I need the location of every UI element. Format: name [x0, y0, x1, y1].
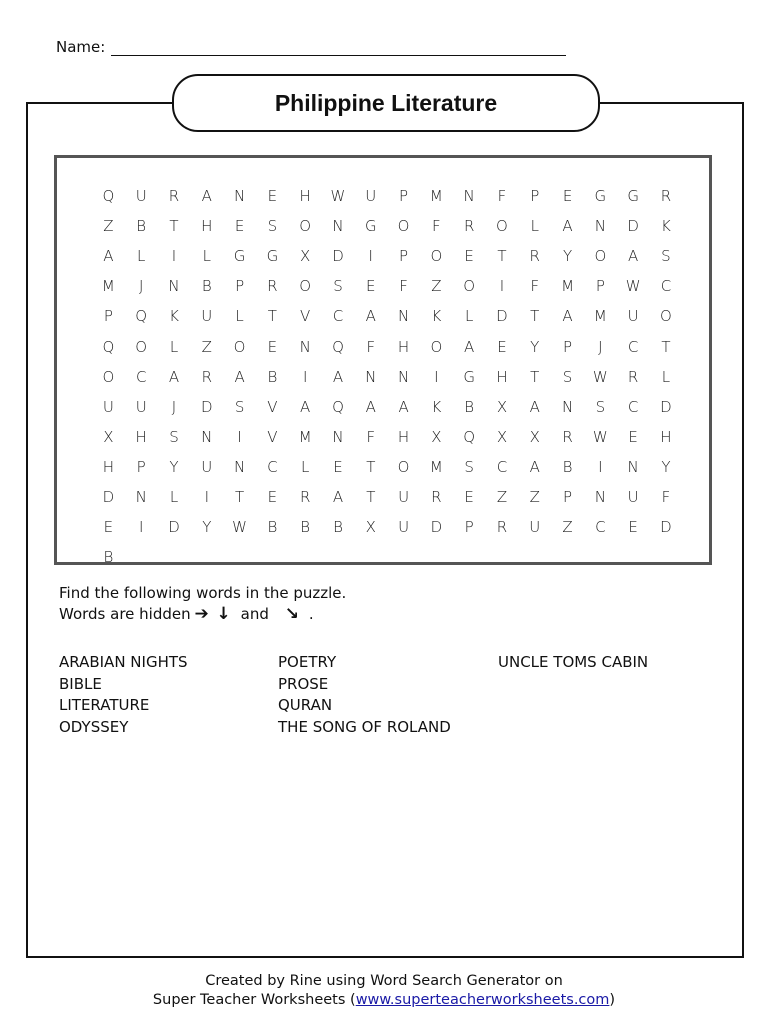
grid-letter: K — [431, 397, 442, 416]
grid-letter: I — [499, 277, 505, 296]
grid-letter: A — [365, 307, 376, 326]
grid-letter: O — [660, 307, 672, 326]
grid-letter: N — [299, 337, 311, 356]
grid-letter: V — [267, 427, 278, 446]
grid-letter: Q — [332, 397, 344, 416]
grid-letter: D — [627, 217, 639, 236]
grid-letter: S — [169, 427, 179, 446]
word-list — [59, 652, 719, 742]
grid-letter: E — [464, 247, 474, 266]
grid-letter: T — [661, 337, 671, 356]
grid-letter: R — [463, 217, 475, 236]
grid-letter: H — [496, 367, 508, 386]
grid-letter: N — [627, 457, 639, 476]
grid-letter: R — [496, 518, 508, 537]
grid-letter: G — [364, 217, 377, 236]
arrow-down-icon: ↓ — [216, 604, 231, 624]
footer-line1: Created by Rine using Word Search Generator on — [205, 973, 563, 989]
grid-letter: O — [299, 217, 312, 236]
grid-letter: I — [368, 247, 373, 266]
grid-letter: R — [562, 427, 573, 446]
grid-letter: Z — [562, 518, 573, 537]
grid-letter: D — [660, 397, 672, 416]
grid-letter: A — [332, 367, 344, 386]
instructions-prefix: Words are hidden — [59, 605, 191, 623]
footer-prefix: Super Teacher Worksheets ( — [152, 992, 356, 1008]
grid-letter: C — [660, 277, 672, 296]
grid-letter: Z — [431, 277, 442, 296]
grid-letter: T — [530, 367, 540, 386]
grid-letter: E — [366, 277, 376, 296]
grid-letter: H — [201, 217, 213, 236]
grid-letter: B — [562, 457, 573, 476]
grid-letter: P — [464, 518, 474, 537]
word-item: ARABIAN NIGHTS — [59, 653, 188, 671]
letter-grid — [92, 181, 682, 572]
grid-letter: M — [101, 277, 115, 296]
grid-letter: Q — [102, 337, 115, 356]
grid-letter: P — [399, 187, 409, 206]
grid-letter: R — [299, 487, 311, 506]
grid-letter: J — [171, 397, 177, 416]
grid-letter: T — [366, 457, 376, 476]
grid-letter: Z — [201, 337, 212, 356]
grid-letter: O — [397, 457, 410, 476]
grid-letter: M — [593, 307, 607, 326]
grid-letter: O — [496, 217, 508, 236]
grid-letter: N — [332, 427, 344, 446]
grid-letter: L — [661, 367, 671, 386]
word-item: UNCLE TOMS CABIN — [498, 653, 649, 671]
grid-letter: U — [529, 518, 541, 537]
grid-letter: N — [594, 217, 606, 236]
grid-letter: A — [201, 187, 212, 206]
grid-letter: A — [529, 397, 540, 416]
instructions-period: . — [308, 605, 314, 623]
grid-letter: E — [464, 487, 474, 506]
grid-letter: R — [529, 247, 540, 266]
grid-letter: F — [530, 277, 540, 296]
grid-letter: F — [497, 187, 507, 206]
footer-line2 — [0, 991, 768, 1010]
grid-letter: L — [169, 337, 179, 356]
grid-letter: E — [497, 337, 507, 356]
grid-letter: B — [333, 518, 343, 537]
grid-letter: Z — [496, 487, 508, 506]
grid-letter: V — [267, 397, 278, 416]
word-item: PROSE — [278, 674, 329, 693]
grid-letter: A — [628, 247, 639, 266]
grid-letter: N — [397, 307, 410, 326]
grid-letter: E — [333, 457, 343, 476]
word-item: POETRY — [278, 653, 337, 671]
grid-letter: U — [135, 187, 147, 206]
grid-letter: S — [267, 217, 278, 236]
grid-letter: E — [628, 427, 638, 446]
grid-letter: P — [103, 307, 113, 326]
grid-letter: F — [432, 217, 441, 236]
grid-letter: N — [135, 487, 147, 506]
grid-letter: I — [171, 247, 177, 266]
grid-letter: G — [266, 247, 279, 266]
grid-letter: U — [135, 397, 147, 416]
grid-letter: U — [102, 397, 114, 416]
grid-letter: L — [464, 307, 474, 326]
grid-letter: E — [267, 187, 278, 206]
grid-letter: D — [168, 518, 180, 537]
grid-letter: X — [496, 397, 508, 416]
grid-letter: N — [365, 367, 377, 386]
grid-letter: O — [463, 277, 476, 296]
grid-letter: K — [169, 307, 179, 326]
grid-letter: U — [365, 187, 377, 206]
grid-letter: E — [267, 337, 278, 356]
grid-letter: O — [397, 217, 410, 236]
grid-letter: B — [300, 518, 311, 537]
grid-letter: H — [397, 427, 410, 446]
grid-letter: G — [594, 187, 607, 206]
grid-letter: E — [628, 518, 638, 537]
grid-letter: X — [300, 247, 311, 266]
grid-letter: G — [627, 187, 639, 206]
grid-letter: H — [660, 427, 672, 446]
grid-letter: E — [234, 217, 245, 236]
grid-letter: B — [267, 367, 278, 386]
grid-letter: T — [235, 487, 245, 506]
grid-letter: D — [660, 518, 672, 537]
grid-letter: V — [300, 307, 311, 326]
name-label: Name: — [56, 38, 106, 56]
grid-letter: R — [660, 187, 672, 206]
grid-letter: L — [202, 247, 211, 266]
grid-letter: F — [366, 337, 376, 356]
word-item: BIBLE — [59, 674, 102, 693]
grid-letter: P — [235, 277, 245, 296]
grid-letter: C — [627, 397, 639, 416]
grid-letter: R — [431, 487, 442, 506]
grid-letter: L — [169, 487, 179, 506]
grid-letter: T — [366, 487, 376, 506]
grid-letter: F — [661, 487, 671, 506]
word-item: QURAN — [278, 696, 333, 714]
grid-letter: A — [168, 367, 180, 386]
grid-letter: S — [595, 397, 606, 416]
grid-letter: L — [235, 307, 244, 326]
grid-letter: E — [562, 187, 573, 206]
name-field — [56, 38, 566, 56]
grid-letter: B — [267, 518, 278, 537]
grid-letter: Q — [332, 337, 344, 356]
grid-letter: H — [299, 187, 311, 206]
instructions-and: and — [240, 605, 269, 623]
grid-letter: X — [529, 427, 540, 446]
grid-letter: B — [136, 217, 147, 236]
grid-letter: U — [201, 307, 213, 326]
grid-letter: G — [233, 247, 246, 266]
grid-letter: P — [563, 337, 573, 356]
title-text: Philippine Literature — [274, 89, 498, 116]
grid-letter: N — [561, 397, 574, 416]
grid-letter: Z — [529, 487, 540, 506]
grid-letter: P — [136, 457, 146, 476]
worksheet-title — [172, 74, 600, 132]
word-item: ODYSSEY — [59, 717, 129, 736]
grid-letter: T — [530, 307, 540, 326]
grid-letter: N — [332, 217, 344, 236]
grid-letter: D — [102, 487, 115, 506]
grid-letter: P — [399, 247, 409, 266]
grid-letter: M — [429, 187, 443, 206]
grid-letter: F — [366, 427, 376, 446]
grid-letter: B — [464, 397, 475, 416]
grid-letter: C — [267, 457, 278, 476]
grid-letter: J — [138, 277, 144, 296]
grid-letter: W — [625, 277, 641, 296]
grid-letter: X — [431, 427, 442, 446]
grid-letter: A — [332, 487, 344, 506]
grid-letter: T — [267, 307, 277, 326]
grid-letter: I — [138, 518, 144, 537]
grid-letter: O — [430, 337, 443, 356]
name-underline — [111, 41, 566, 56]
grid-letter: R — [267, 277, 278, 296]
grid-letter: K — [661, 217, 671, 236]
grid-letter: S — [333, 277, 343, 296]
grid-letter: W — [592, 367, 608, 386]
grid-letter: U — [627, 487, 639, 506]
grid-letter: I — [237, 427, 242, 446]
grid-letter: M — [429, 457, 443, 476]
grid-letter: X — [496, 427, 508, 446]
grid-letter: R — [627, 367, 639, 386]
grid-letter: N — [233, 187, 246, 206]
grid-letter: P — [530, 187, 540, 206]
grid-letter: B — [201, 277, 212, 296]
grid-letter: X — [103, 427, 114, 446]
grid-letter: A — [103, 247, 114, 266]
grid-letter: N — [233, 457, 246, 476]
grid-letter: W — [330, 187, 346, 206]
grid-letter: C — [135, 367, 147, 386]
grid-letter: S — [661, 247, 671, 266]
grid-letter: W — [592, 427, 608, 446]
grid-letter: P — [595, 277, 605, 296]
grid-letter: Q — [102, 187, 115, 206]
grid-letter: G — [463, 367, 475, 386]
grid-letter: H — [102, 457, 115, 476]
word-item: THE SONG OF ROLAND — [278, 717, 451, 736]
grid-letter: A — [398, 397, 409, 416]
grid-letter: Y — [202, 518, 212, 537]
grid-letter: A — [300, 397, 311, 416]
grid-letter: R — [201, 367, 212, 386]
grid-letter: X — [365, 518, 376, 537]
grid-letter: T — [497, 247, 507, 266]
grid-letter: L — [530, 217, 539, 236]
grid-letter: C — [595, 518, 606, 537]
grid-letter: N — [594, 487, 606, 506]
grid-letter: O — [594, 247, 607, 266]
grid-letter: T — [169, 217, 179, 236]
grid-letter: Q — [463, 427, 476, 446]
arrow-right-icon: ➔ — [194, 604, 209, 624]
grid-letter: J — [598, 337, 603, 356]
grid-letter: M — [561, 277, 575, 296]
grid-letter: U — [627, 307, 639, 326]
grid-letter: O — [135, 337, 148, 356]
instructions — [59, 583, 346, 625]
grid-letter: H — [397, 337, 410, 356]
grid-letter: A — [562, 307, 573, 326]
grid-letter: A — [464, 337, 475, 356]
grid-letter: B — [103, 548, 114, 567]
grid-letter: N — [397, 367, 410, 386]
grid-letter: O — [299, 277, 312, 296]
grid-letter: Y — [562, 247, 573, 266]
grid-letter: Y — [530, 337, 540, 356]
grid-letter: L — [301, 457, 310, 476]
grid-letter: Z — [103, 217, 114, 236]
grid-letter: A — [365, 397, 376, 416]
grid-letter: C — [332, 307, 344, 326]
grid-letter: C — [496, 457, 508, 476]
grid-letter: C — [627, 337, 639, 356]
footer-link[interactable]: www.superteacherworksheets.com — [355, 992, 610, 1008]
word-item: LITERATURE — [59, 696, 150, 714]
grid-letter: Y — [661, 457, 671, 476]
instructions-line2 — [59, 604, 346, 625]
grid-letter: M — [298, 427, 312, 446]
grid-letter: I — [598, 457, 603, 476]
grid-letter: A — [562, 217, 573, 236]
instructions-line1: Find the following words in the puzzle. — [59, 584, 347, 602]
word-column-2 — [278, 652, 451, 738]
grid-letter: W — [232, 518, 247, 537]
grid-letter: I — [204, 487, 209, 506]
grid-letter: O — [430, 247, 443, 266]
grid-letter: N — [201, 427, 213, 446]
grid-letter: U — [398, 518, 410, 537]
grid-letter: N — [168, 277, 180, 296]
footer-suffix: ) — [609, 992, 616, 1008]
grid-letter: I — [434, 367, 439, 386]
grid-letter: D — [430, 518, 443, 537]
grid-letter: R — [168, 187, 180, 206]
grid-letter: Q — [135, 307, 148, 326]
word-column-1 — [59, 652, 188, 738]
grid-letter: K — [431, 307, 442, 326]
grid-letter: U — [201, 457, 213, 476]
grid-letter: S — [562, 367, 573, 386]
grid-letter: I — [302, 367, 308, 386]
grid-letter: F — [399, 277, 408, 296]
grid-letter: L — [137, 247, 146, 266]
grid-letter: A — [529, 457, 540, 476]
word-column-3 — [498, 652, 648, 674]
grid-letter: S — [234, 397, 245, 416]
grid-letter: D — [201, 397, 213, 416]
footer-credit — [0, 972, 768, 1010]
grid-letter: D — [496, 307, 508, 326]
grid-letter: P — [563, 487, 573, 506]
grid-letter: A — [234, 367, 245, 386]
grid-letter: H — [135, 427, 147, 446]
grid-letter: Y — [169, 457, 179, 476]
grid-letter: E — [103, 518, 114, 537]
grid-letter: D — [332, 247, 344, 266]
grid-letter: E — [267, 487, 278, 506]
grid-letter: U — [398, 487, 410, 506]
grid-letter: O — [233, 337, 246, 356]
grid-letter: O — [102, 367, 115, 386]
grid-letter: S — [464, 457, 474, 476]
arrow-diagonal-icon: ↘ — [284, 604, 299, 624]
grid-letter: N — [463, 187, 475, 206]
